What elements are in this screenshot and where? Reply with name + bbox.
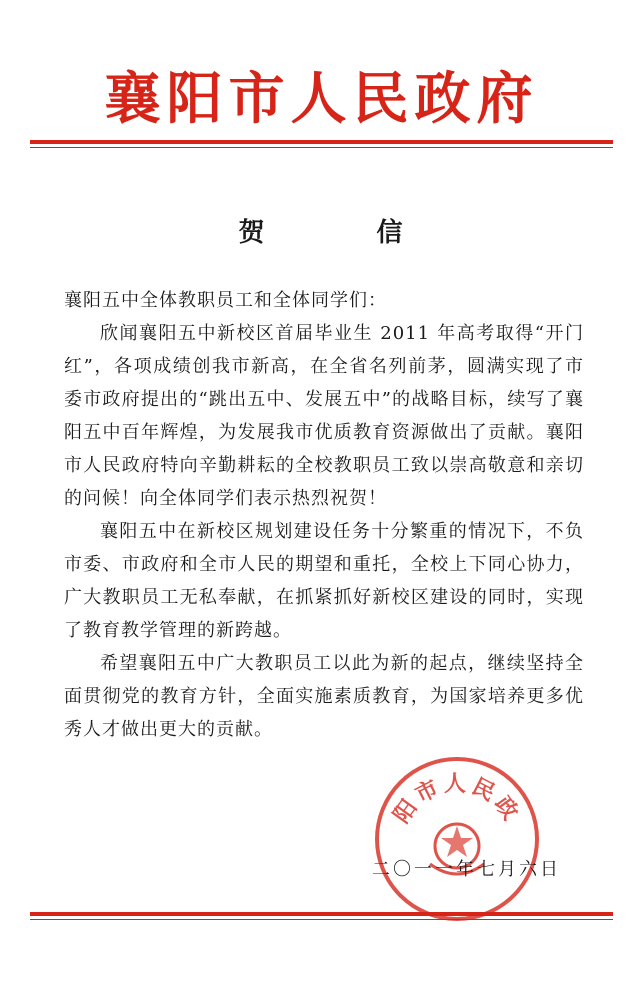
document-title-char: 贺 [238,218,267,248]
letter-body [64,284,584,746]
body-paragraph: 襄阳五中在新校区规划建设任务十分繁重的情况下，不负市委、市政府和全市人民的期望和重托，全校上下同心协力，广大教职员工无私奉献，在抓紧抓好新校区建设的同时，实现了教育教学管理的新跨越。 [64,521,584,641]
document-title [0,212,643,249]
letterhead-title: 襄阳市人民政府 [104,66,539,132]
official-seal-icon [372,754,542,924]
footer-rule-thick [30,912,613,916]
letterhead-rule-thick [30,140,613,144]
letterhead-rule-thin [30,147,613,148]
body-paragraph: 欣闻襄阳五中新校区首届毕业生 2011 年高考取得“开门红”，各项成绩创我市新高，在全省名列前茅，圆满实现了市委市政府提出的“跳出五中、发展五中”的战略目标，续写了襄阳五中百年辉煌，为发展我市优质教育资源做出了贡献。襄阳市人民政府特向辛勤耕耘的全校教职员工致以崇高敬意和亲切的问候！向全体同学们表示热烈祝贺！ [64,323,584,509]
body-paragraph: 希望襄阳五中广大教职员工以此为新的起点，继续坚持全面贯彻党的教育方针，全面实施素质教育，为国家培养更多优秀人才做出更大的贡献。 [64,653,584,740]
salutation: 襄阳五中全体教职员工和全体同学们： [64,290,387,311]
svg-text:阳市人民政: 阳市人民政 [388,771,526,828]
document-title-char: 信 [376,218,405,248]
letter-date: 二〇一一年七月六日 [372,859,561,880]
footer-rule-thin [30,919,613,920]
